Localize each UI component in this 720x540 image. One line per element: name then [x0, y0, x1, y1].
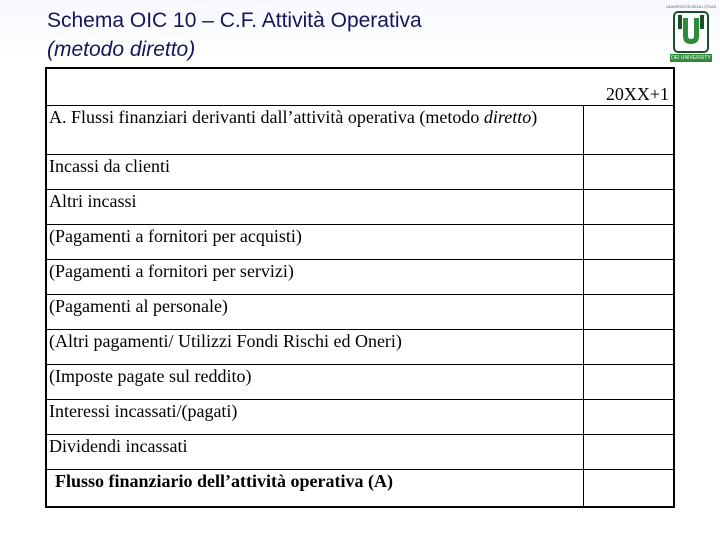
table-row — [46, 295, 674, 330]
table-header-row — [46, 68, 674, 106]
row-label: Dividendi incassati — [46, 435, 583, 470]
table-row — [46, 435, 674, 470]
row-value-cell — [583, 365, 674, 400]
slide-title-line1: Schema OIC 10 – C.F. Attività Operativa — [47, 9, 422, 32]
university-logo — [666, 4, 716, 64]
row-value-cell — [583, 260, 674, 295]
row-value-cell — [583, 155, 674, 190]
table-row — [46, 365, 674, 400]
year-header: 20XX+1 — [583, 68, 674, 106]
row-label: Interessi incassati/(pagati) — [46, 400, 583, 435]
section-label-text: A. Flussi finanziari derivanti dall’attività operativa (metodo — [49, 107, 484, 127]
section-label — [46, 106, 583, 155]
row-value-cell — [583, 330, 674, 365]
row-value-cell — [583, 400, 674, 435]
cash-flow-table — [45, 67, 675, 508]
table-row — [46, 330, 674, 365]
table-row — [46, 190, 674, 225]
logo-top-text: UNIVERSITÀ DEGLI STUDI — [666, 4, 716, 9]
section-value-cell — [583, 106, 674, 155]
logo-brand-bar: DEI UNIVERSITY — [671, 55, 711, 61]
row-value-cell — [583, 435, 674, 470]
row-value-cell — [583, 190, 674, 225]
row-label: (Imposte pagate sul reddito) — [46, 365, 583, 400]
table-row — [46, 260, 674, 295]
row-label: (Pagamenti al personale) — [46, 295, 583, 330]
row-label: Incassi da clienti — [46, 155, 583, 190]
row-label: (Pagamenti a fornitori per acquisti) — [46, 225, 583, 260]
table-row — [46, 400, 674, 435]
row-value-cell — [583, 295, 674, 330]
total-label: Flusso finanziario dell’attività operativa (A) — [46, 470, 583, 508]
section-label-close: ) — [531, 107, 538, 127]
total-value-cell — [583, 470, 674, 508]
row-label: (Altri pagamenti/ Utilizzi Fondi Rischi ed Oneri) — [46, 330, 583, 365]
section-label-italic: diretto — [483, 107, 532, 127]
row-label: (Pagamenti a fornitori per servizi) — [46, 260, 583, 295]
total-row — [46, 470, 674, 508]
table-row — [46, 155, 674, 190]
slide-title-line2: (metodo diretto) — [47, 38, 196, 61]
section-row — [46, 106, 674, 155]
university-logo-icon — [668, 10, 714, 54]
row-value-cell — [583, 225, 674, 260]
row-label: Altri incassi — [46, 190, 583, 225]
header-blank-cell — [46, 68, 583, 106]
table-row — [46, 225, 674, 260]
slide-title — [47, 6, 422, 64]
